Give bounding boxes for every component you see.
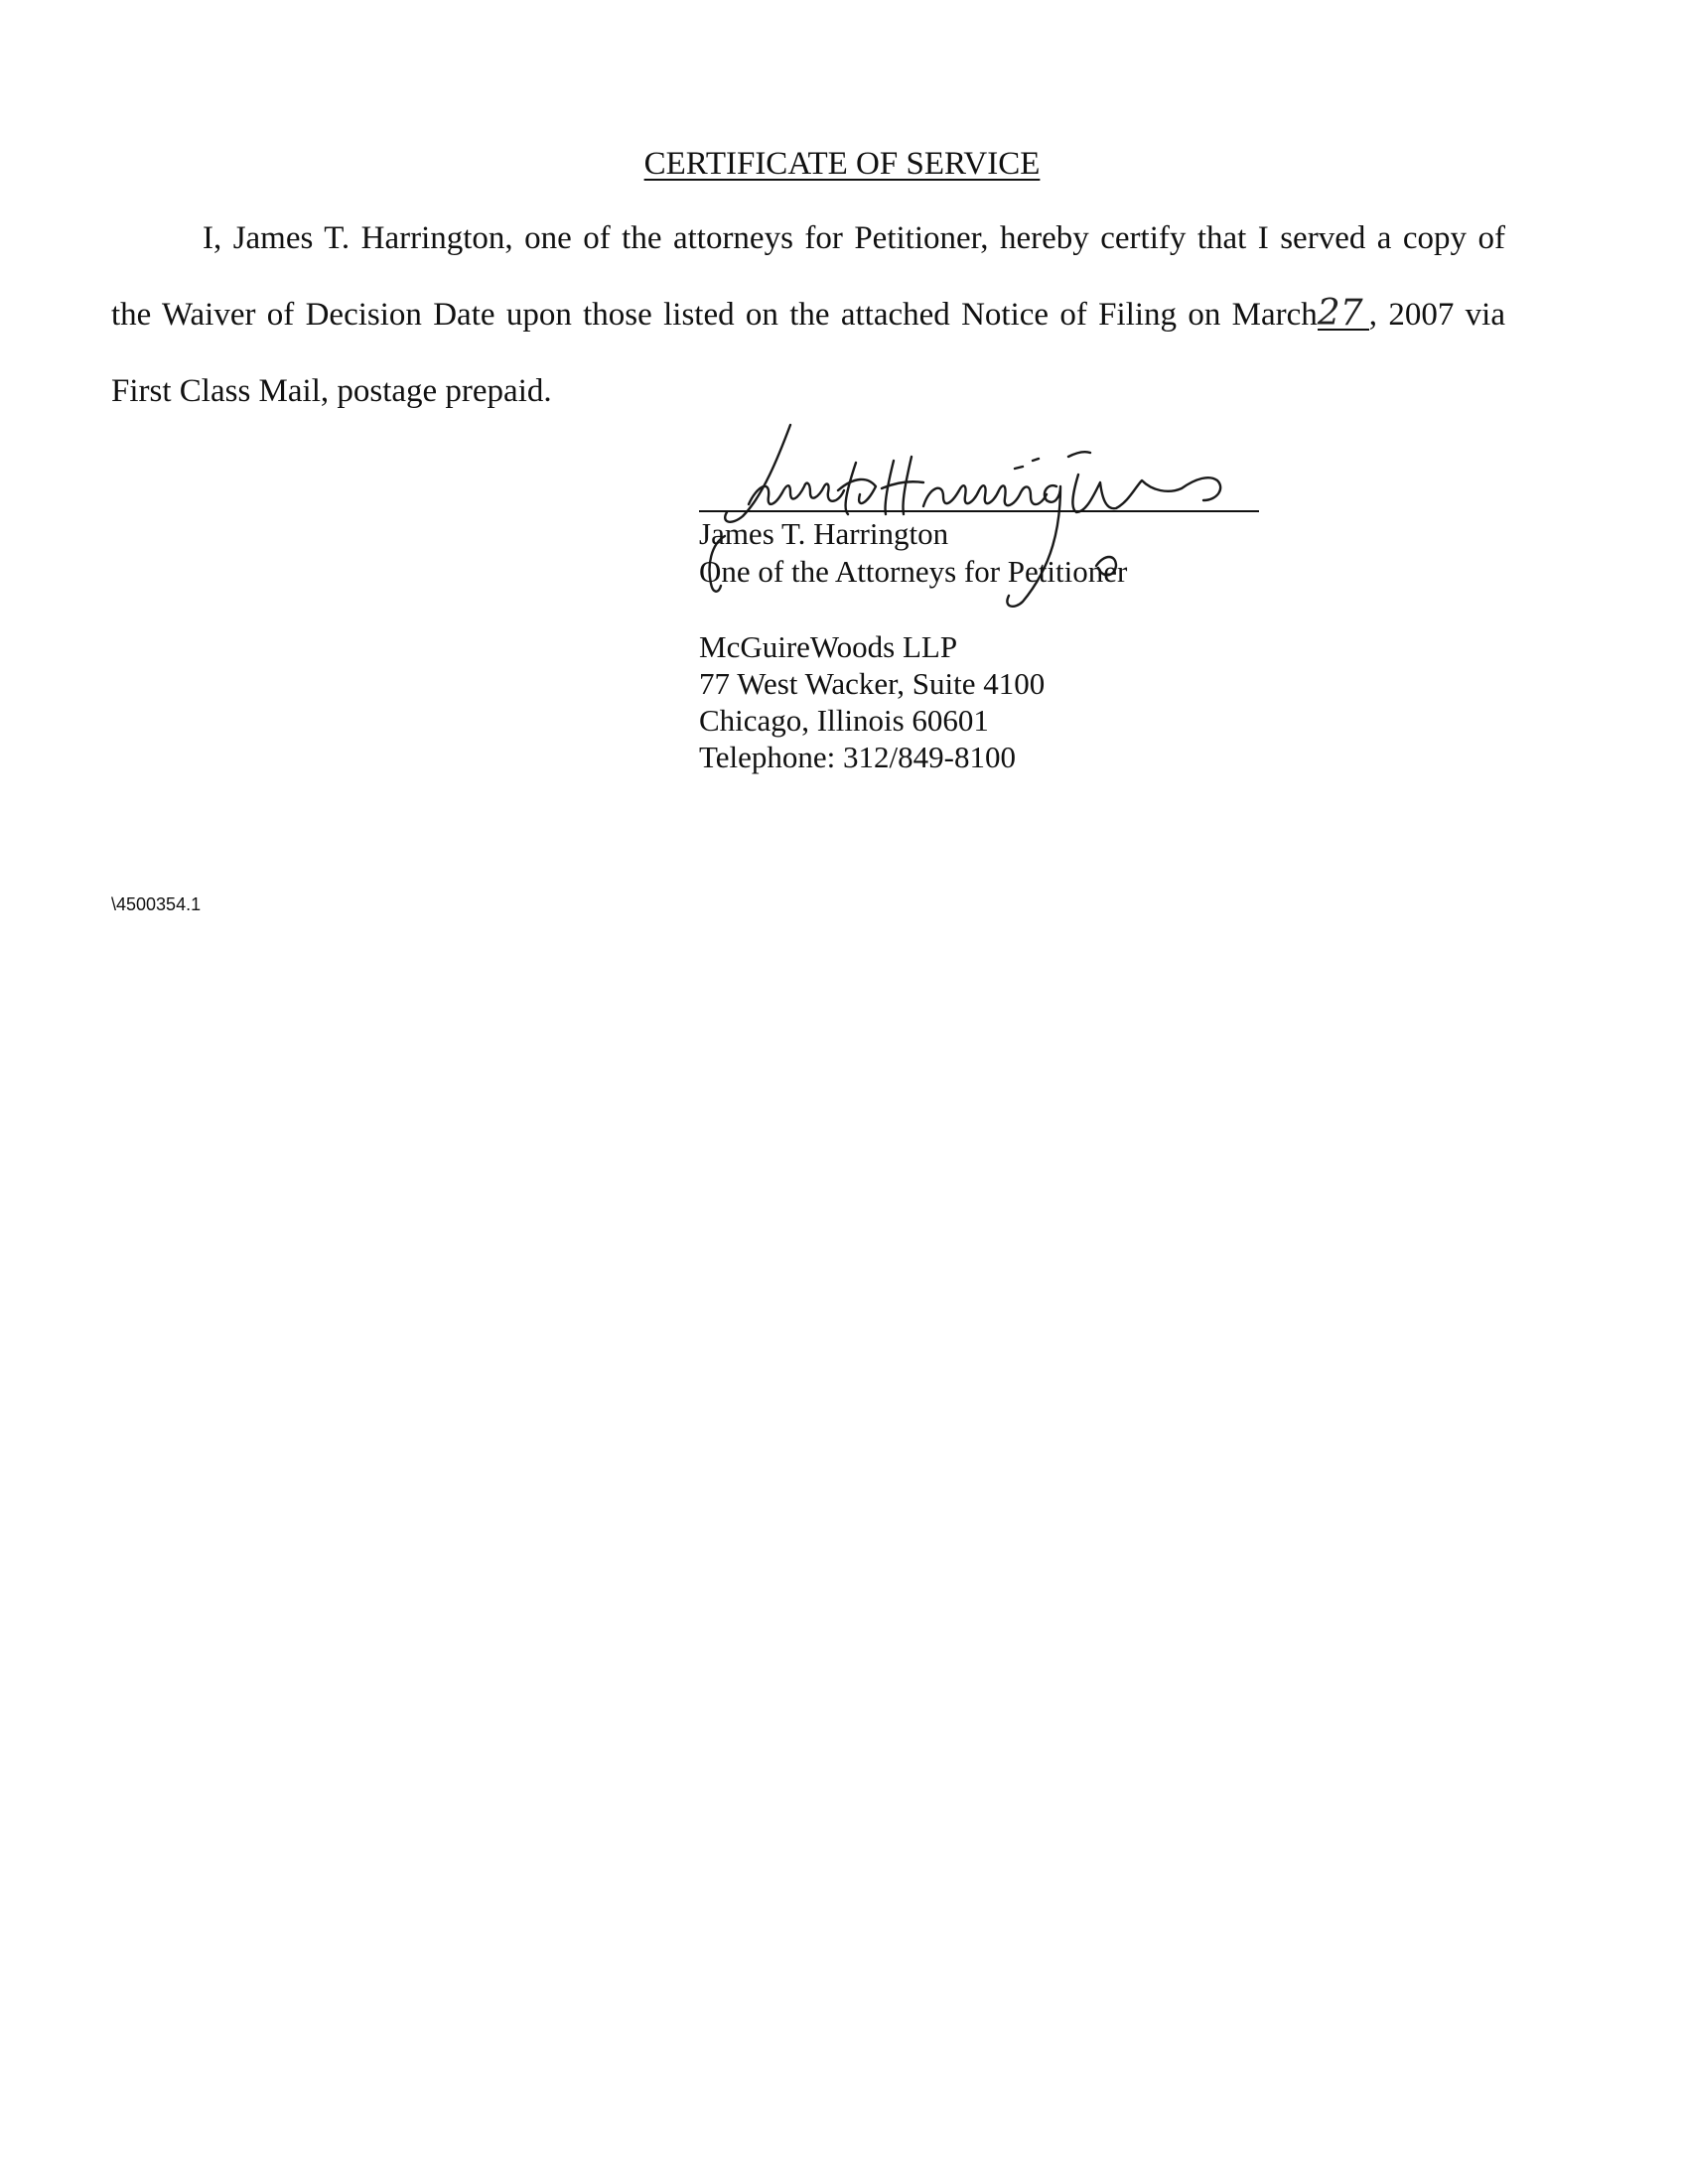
body-line-2: [111, 295, 1505, 335]
firm-phone: Telephone: 312/849-8100: [699, 740, 1016, 774]
body-line-1: I, James T. Harrington, one of the attorneys for Petitioner, hereby certify that I served a copy of: [203, 220, 1505, 256]
handwritten-date: 27: [1318, 299, 1369, 331]
body-line-3: First Class Mail, postage prepaid.: [111, 373, 552, 409]
firm-name: McGuireWoods LLP: [699, 629, 958, 664]
signature-block: [699, 417, 1295, 635]
signer-name: James T. Harrington: [699, 516, 949, 551]
signer-role: One of the Attorneys for Petitioner: [699, 554, 1128, 589]
signature-line: [699, 510, 1259, 512]
body-line-2-before: the Waiver of Decision Date upon those listed on the attached Notice of Filing on March: [111, 297, 1318, 333]
document-title: [0, 144, 1684, 184]
body-line-2-after: , 2007 via: [1368, 297, 1505, 333]
title-text: CERTIFICATE OF SERVICE: [643, 146, 1041, 182]
firm-city: Chicago, Illinois 60601: [699, 703, 989, 738]
document-id: \4500354.1: [111, 894, 202, 914]
firm-street: 77 West Wacker, Suite 4100: [699, 666, 1046, 701]
